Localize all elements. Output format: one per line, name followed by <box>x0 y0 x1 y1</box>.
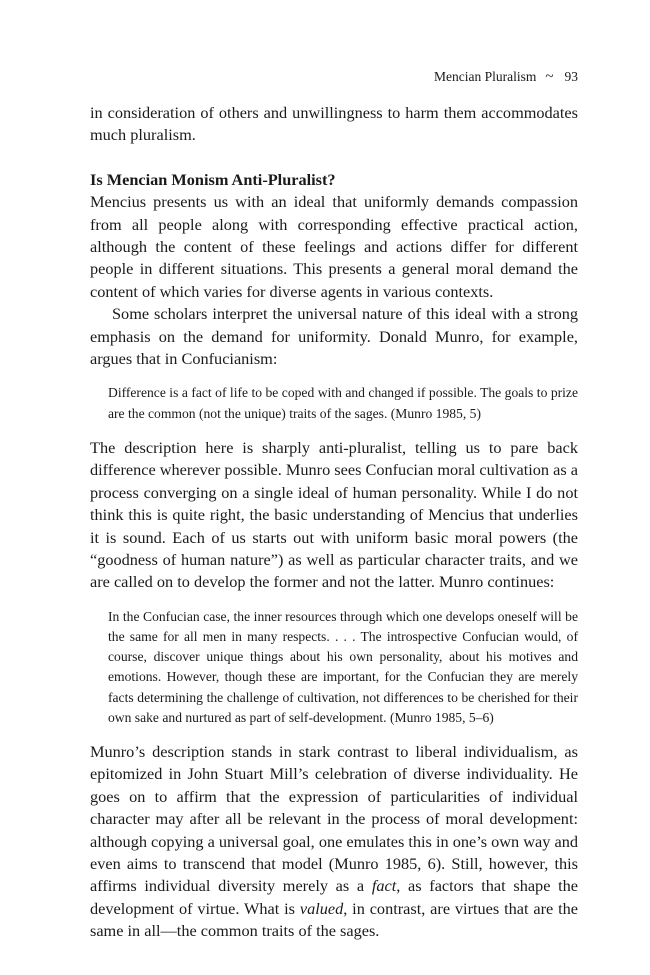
paragraph-1: Mencius presents us with an ideal that uniformly demands compassion from all people along with corresponding effective practical action, although the content of these feelings and actions differ for different people in different situations. This presents a general moral demand the content of which varies for diverse agents in various contexts. <box>90 192 578 301</box>
paragraph-3: The description here is sharply anti-pluralist, telling us to pare back difference wherever possible. Munro sees Confucian moral cultivation as a process converging on a single ideal of human personality. While I do not think this is quite right, the basic understanding of Mencius that underlies it is sound. Each of us starts out with uniform basic moral powers (the “goodness of human nature”) as well as particular character traits, and we are called on to develop the former and not the latter. Munro continues: <box>90 437 578 592</box>
block-quote-1: Difference is a fact of life to be coped with and changed if possible. The goals to prize are the common (not the unique) traits of the sages. (Munro 1985, 5) <box>108 385 578 421</box>
emphasis-valued: valued <box>299 898 344 918</box>
paragraph-4-text-3: , in contrast, are virtues that are the same in all—the common traits of the sages. <box>90 898 578 941</box>
emphasis-fact: fact <box>371 876 397 896</box>
tilde-ornament-icon: ~ <box>545 69 554 85</box>
paragraph-4-text-2: , as factors that shape the development of virtue. What is <box>90 876 579 918</box>
paragraph-2: Some scholars interpret the universal nature of this ideal with a strong emphasis on the demand for uniformity. Donald Munro, for example, argues that in Confucianism: <box>90 304 578 369</box>
paragraph-continuation: in consideration of others and unwillingness to harm them accommodates much pluralism. <box>90 103 578 145</box>
page-number: 93 <box>564 69 578 84</box>
running-header <box>90 68 578 86</box>
running-title: Mencian Pluralism <box>434 69 537 84</box>
paragraph-4 <box>90 741 578 943</box>
section-heading: Is Mencian Monism Anti-Pluralist? <box>90 169 336 189</box>
block-quote-2: In the Confucian case, the inner resources through which one develops oneself will be the same for all men in many respects. . . . The introspective Confucian would, of course, discover unique things about his own personality, about his motives and emotions. However, though these are important, for the Confucian they are merely facts determining the challenge of cultivation, not differences to be cherished for their own sake and nurtured as part of self-development. (Munro 1985, 5–6) <box>108 608 578 725</box>
paragraph-4-text-1: Munro’s description stands in stark contrast to liberal individualism, as epitomized in John Stuart Mill’s celebration of diverse individuality. He goes on to affirm that the expression of particularities of individual character may after all be relevant in the process of moral development: although copying a universal goal, one emulates this in one’s own way and even aims to transcend that model (Munro 1985, 6). Still, however, this affirms individual diversity merely as a <box>90 741 578 896</box>
page <box>90 68 578 943</box>
